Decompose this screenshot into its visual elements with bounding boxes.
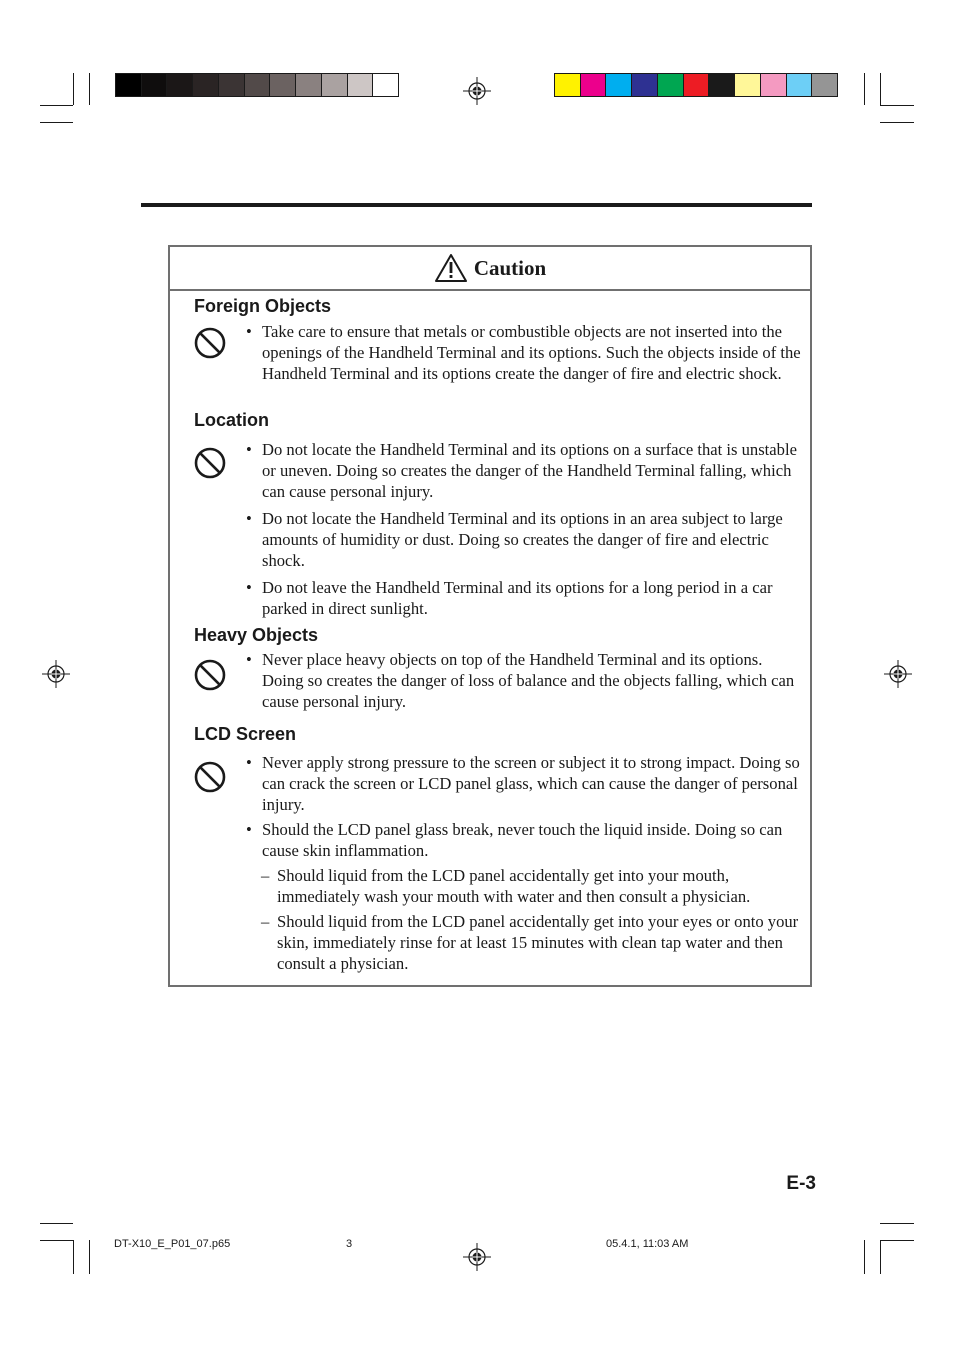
bullet: • [246, 650, 252, 669]
color-swatch [787, 74, 813, 96]
prohibited-icon [193, 326, 227, 360]
color-swatch [348, 74, 374, 96]
footer-timestamp: 05.4.1, 11:03 AM [606, 1238, 689, 1250]
registration-mark-icon [463, 77, 491, 105]
list-item [246, 508, 806, 571]
item-text: Should liquid from the LCD panel accidentally get into your eyes or onto your skin, immediately rinse for at least 15 minutes with clean tap water and then consult a physician. [277, 912, 799, 973]
color-calibration-strip [554, 73, 838, 97]
crop-mark [89, 1240, 90, 1274]
bullet: • [246, 820, 252, 839]
list-item [246, 649, 806, 712]
caution-title: Caution [473, 255, 547, 280]
item-text: Never apply strong pressure to the screen or subject it to strong impact. Doing so can crack the screen or LCD panel glass, which can cause the danger of personal injury. [262, 753, 800, 814]
color-swatch [142, 74, 168, 96]
color-swatch [167, 74, 193, 96]
crop-mark [880, 1223, 914, 1224]
color-swatch [606, 74, 632, 96]
crop-mark [880, 105, 914, 106]
registration-mark-icon [42, 660, 70, 688]
prohibited-icon [193, 760, 227, 794]
section-title-location: Location [194, 410, 269, 430]
color-swatch [322, 74, 348, 96]
warning-triangle-icon [434, 253, 468, 283]
footer-page: 3 [346, 1238, 353, 1250]
color-swatch [245, 74, 271, 96]
crop-mark [880, 1240, 914, 1241]
header-rule [141, 203, 812, 207]
page-number: E-3 [786, 1173, 816, 1194]
color-swatch [373, 74, 398, 96]
grayscale-calibration-strip [115, 73, 399, 97]
bullet: • [246, 578, 252, 597]
crop-mark [73, 1240, 74, 1274]
crop-mark [40, 105, 73, 106]
bullet: • [246, 322, 252, 341]
crop-mark [73, 73, 74, 105]
footer-filename: DT-X10_E_P01_07.p65 [114, 1238, 231, 1250]
sub-list-item [261, 865, 806, 907]
color-swatch [270, 74, 296, 96]
prohibited-icon [193, 658, 227, 692]
color-swatch [581, 74, 607, 96]
caution-header [170, 247, 810, 291]
bullet: • [246, 509, 252, 528]
item-text: Take care to ensure that metals or combustible objects are not inserted into the openings of the Handheld Terminal and its options. Such the objects inside of the Handheld Terminal and its options create the danger of fire and electric shock. [262, 322, 801, 383]
bullet: • [246, 753, 252, 772]
crop-mark [880, 73, 881, 105]
section-title-foreign-objects: Foreign Objects [194, 296, 332, 316]
bullet: • [246, 440, 252, 459]
prohibited-icon [193, 446, 227, 480]
list-item [246, 439, 806, 502]
crop-mark [864, 73, 865, 105]
color-swatch [296, 74, 322, 96]
item-text: Should liquid from the LCD panel accidentally get into your mouth, immediately wash your mouth with water and then consult a physician. [277, 866, 751, 906]
color-swatch [761, 74, 787, 96]
crop-mark [89, 73, 90, 105]
crop-mark [40, 1240, 73, 1241]
list-item [246, 577, 806, 619]
registration-mark-icon [884, 660, 912, 688]
dash: – [261, 912, 270, 931]
registration-mark-icon [463, 1243, 491, 1271]
list-item [246, 321, 806, 384]
color-swatch [116, 74, 142, 96]
crop-mark [40, 1223, 73, 1224]
color-swatch [735, 74, 761, 96]
color-swatch [193, 74, 219, 96]
color-swatch [658, 74, 684, 96]
dash: – [261, 866, 270, 885]
crop-mark [864, 1240, 865, 1274]
item-text: Should the LCD panel glass break, never touch the liquid inside. Doing so can cause skin inflammation. [262, 820, 783, 860]
list-item [246, 819, 806, 861]
list-item [246, 752, 806, 815]
crop-mark [880, 1240, 881, 1274]
crop-mark [880, 122, 914, 123]
color-swatch [709, 74, 735, 96]
section-title-heavy-objects: Heavy Objects [194, 625, 319, 645]
item-text: Do not locate the Handheld Terminal and its options on a surface that is unstable or uneven. Doing so creates the danger of the Handheld Terminal falling, which can cause personal injury. [262, 440, 797, 501]
color-swatch [812, 74, 837, 96]
color-swatch [632, 74, 658, 96]
color-swatch [555, 74, 581, 96]
color-swatch [219, 74, 245, 96]
section-title-lcd-screen: LCD Screen [194, 724, 297, 744]
crop-mark [40, 122, 73, 123]
sub-list-item [261, 911, 806, 974]
item-text: Never place heavy objects on top of the Handheld Terminal and its options. Doing so creates the danger of loss of balance and the objects falling, which can cause personal injury. [262, 650, 795, 711]
color-swatch [684, 74, 710, 96]
item-text: Do not locate the Handheld Terminal and its options in an area subject to large amounts of humidity or dust. Doing so creates the danger of fire and electric shock. [262, 509, 783, 570]
item-text: Do not leave the Handheld Terminal and its options for a long period in a car parked in direct sunlight. [262, 578, 773, 618]
